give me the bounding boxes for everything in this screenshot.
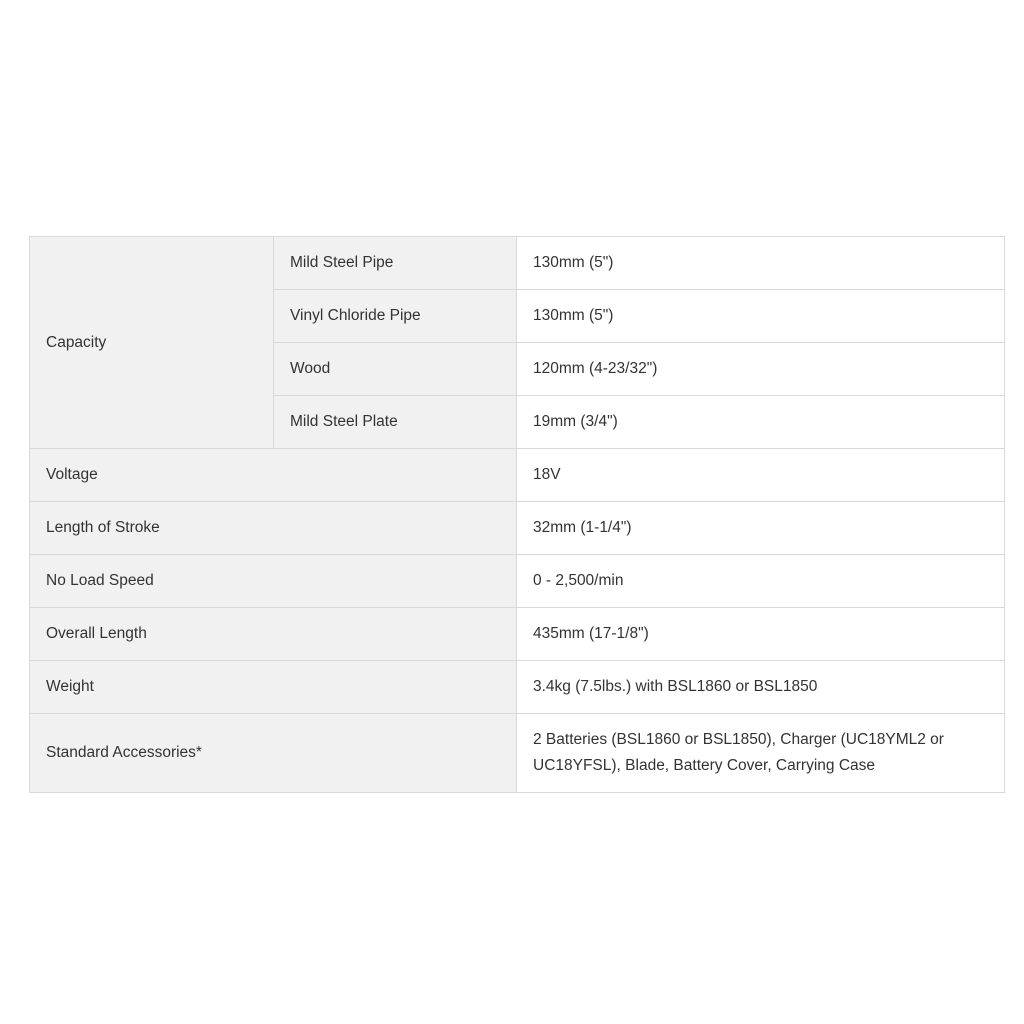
capacity-subitem-label: Mild Steel Pipe bbox=[274, 237, 517, 290]
capacity-label: Capacity bbox=[30, 237, 274, 449]
spec-value-standard-accessories: 2 Batteries (BSL1860 or BSL1850), Charger (UC18YML2 or UC18YFSL), Blade, Battery Cover, Carrying Case bbox=[517, 714, 1005, 793]
table-row bbox=[30, 502, 1005, 555]
spec-value-no-load-speed: 0 - 2,500/min bbox=[517, 555, 1005, 608]
spec-label-standard-accessories: Standard Accessories* bbox=[30, 714, 517, 793]
capacity-subitem-label: Vinyl Chloride Pipe bbox=[274, 290, 517, 343]
capacity-subitem-label: Mild Steel Plate bbox=[274, 396, 517, 449]
spec-label-length-of-stroke: Length of Stroke bbox=[30, 502, 517, 555]
spec-value-weight: 3.4kg (7.5lbs.) with BSL1860 or BSL1850 bbox=[517, 661, 1005, 714]
table-row bbox=[30, 661, 1005, 714]
table-row bbox=[30, 237, 1005, 290]
spec-label-no-load-speed: No Load Speed bbox=[30, 555, 517, 608]
table-row bbox=[30, 714, 1005, 793]
table-row bbox=[30, 555, 1005, 608]
capacity-subitem-label: Wood bbox=[274, 343, 517, 396]
capacity-subitem-value: 120mm (4-23/32") bbox=[517, 343, 1005, 396]
table-row bbox=[30, 608, 1005, 661]
capacity-subitem-value: 130mm (5") bbox=[517, 237, 1005, 290]
table-row bbox=[30, 449, 1005, 502]
spec-label-overall-length: Overall Length bbox=[30, 608, 517, 661]
spec-label-voltage: Voltage bbox=[30, 449, 517, 502]
spec-value-length-of-stroke: 32mm (1-1/4") bbox=[517, 502, 1005, 555]
spec-label-weight: Weight bbox=[30, 661, 517, 714]
capacity-subitem-value: 19mm (3/4") bbox=[517, 396, 1005, 449]
capacity-subitem-value: 130mm (5") bbox=[517, 290, 1005, 343]
spec-table bbox=[29, 236, 1005, 793]
spec-value-voltage: 18V bbox=[517, 449, 1005, 502]
spec-value-overall-length: 435mm (17-1/8") bbox=[517, 608, 1005, 661]
